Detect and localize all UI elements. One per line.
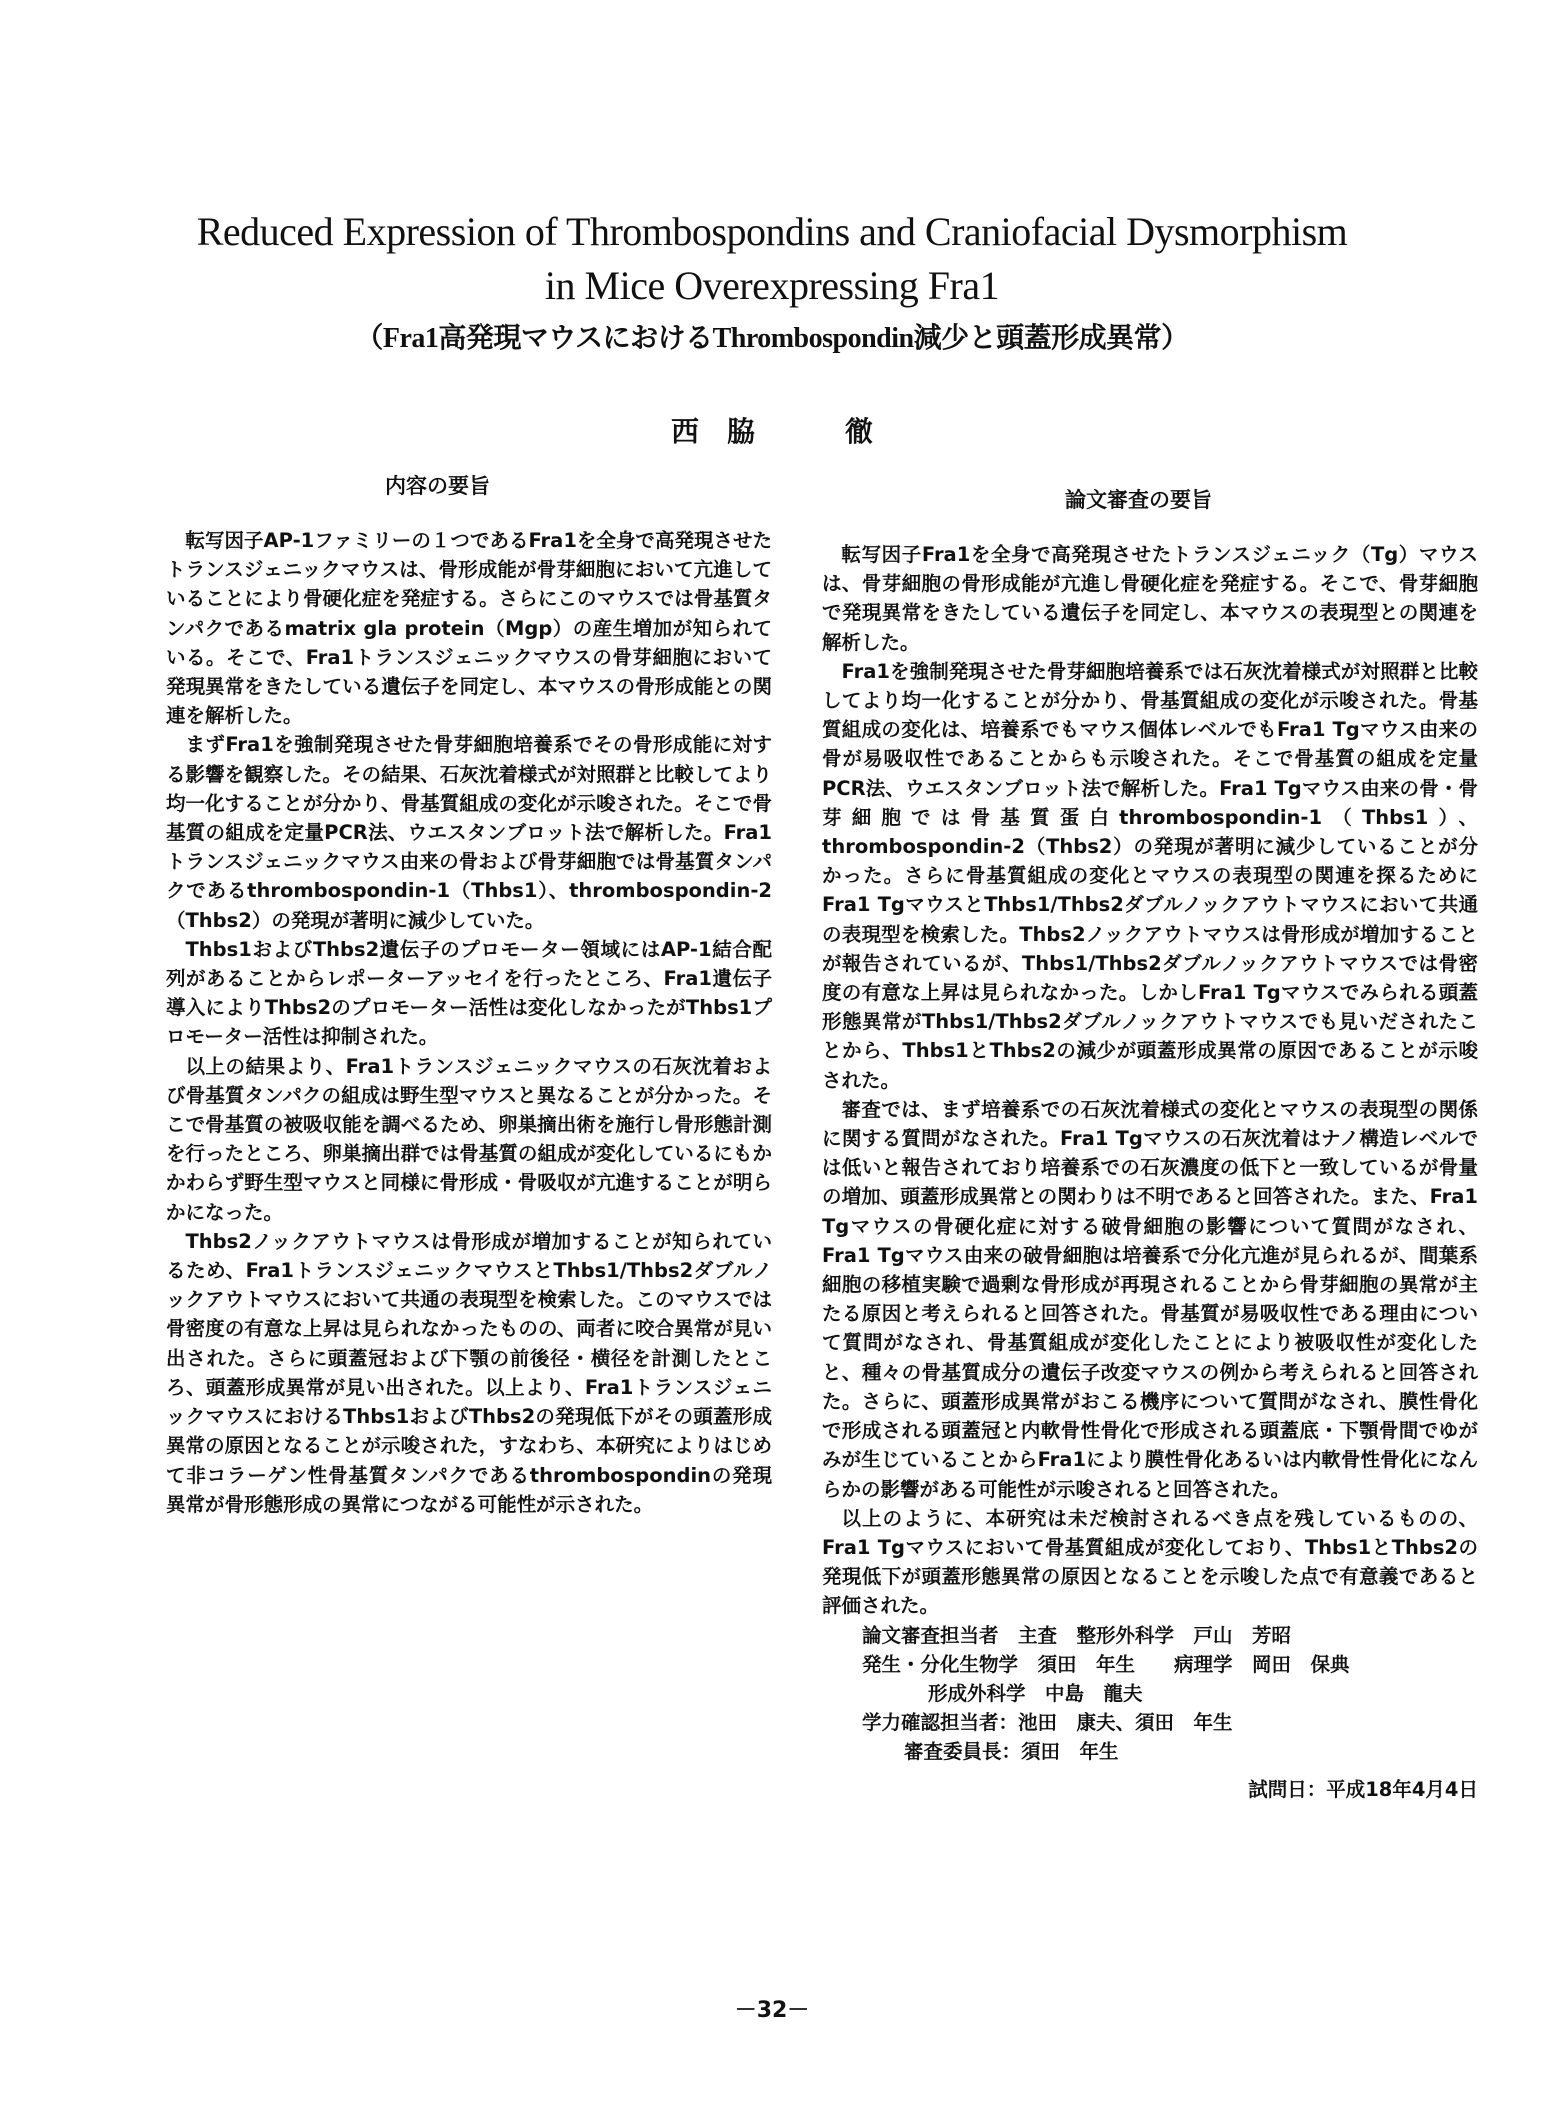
abstract-paragraph: Thbs1およびThbs2遺伝子のプロモーター領域にはAP-1結合配列があることからレポーターアッセイを行ったところ、Fra1遺伝子導入によりThbs2のプロモーター活性は変化しなかったがThbs1プロモーター活性は抑制された。: [166, 937, 772, 1049]
review-paragraph: 審査では、まず培養系での石灰沈着様式の変化とマウスの表現型の関係に関する質問がなされた。Fra1 Tgマウスの石灰沈着はナノ構造レベルでは低いと報告されており培養系での石灰濃度の低下と一致しているが骨量の増加、頭蓋形成異常との関わりは不明であると回答された。また、Fra1 Tgマウスの骨硬化症に対する破骨細胞の影響について質問がなされ、Fra1 Tgマウス由来の破骨細胞は培養系で分化亢進が見られるが、間葉系細胞の移植実験で過剰な骨形成が再現されることから骨芽細胞の異常が主たる原因と考えられると回答された。骨基質が易吸収性である理由について質問がなされ、骨基質組成が変化したことにより被吸収性が変化したと、種々の骨基質成分の遺伝子改変マウスの例から考えられると回答された。さらに、頭蓋形成異常がおこる機序について質問がなされ、膜性骨化で形成される頭蓋冠と内軟骨性骨化で形成される頭蓋底・下顎骨間でゆがみが生じていることからFra1により膜性骨化あるいは内軟骨性骨化になんらかの影響がある可能性が示唆されると回答された。: [822, 1097, 1478, 1501]
committee-line: 発生・分化生物学 須田 年生 病理学 岡田 保典: [862, 1652, 1350, 1676]
author-name: [0, 410, 1544, 450]
left-heading: 内容の要旨: [385, 474, 490, 498]
committee-line: 学力確認担当者：池田 康夫、須田 年生: [862, 1711, 1233, 1735]
title-english-line2: in Mice Overexpressing Fra1: [544, 263, 1000, 308]
abstract-paragraph: 以上の結果より、Fra1トランスジェニックマウスの石灰沈着および骨基質タンパクの組成は野生型マウスと異なることが分かった。そこで骨基質の被吸収能を調べるため、卵巣摘出術を施行し骨形態計測を行ったところ、卵巣摘出群では骨基質の組成が変化しているにもかかわらず野生型マウスと同様に骨形成・骨吸収が亢進することが明らかになった。: [166, 1054, 772, 1224]
abstract-paragraph: まずFra1を強制発現させた骨芽細胞培養系でその骨形成能に対する影響を観察した。その結果、石灰沈着様式が対照群と比較してより均一化することが分かり、骨基質組成の変化が示唆された。そこで骨基質の組成を定量PCR法、ウエスタンブロット法で解析した。Fra1トランスジェニックマウス由来の骨および骨芽細胞では骨基質タンパクであるthrombospondin-1（Thbs1）、thrombospondin-2（Thbs2）の発現が著明に減少していた。: [166, 733, 772, 932]
committee-line: 論文審査担当者 主査 整形外科学 戸山 芳昭: [862, 1623, 1292, 1647]
review-paragraph: 以上のように、本研究は未だ検討されるべき点を残しているものの、Fra1 Tgマウスにおいて骨基質組成が変化しており、Thbs1とThbs2の発現低下が頭蓋形態異常の原因となることを示唆した点で有意義であると評価された。: [822, 1506, 1478, 1618]
committee-line: 審査委員長：須田 年生: [904, 1740, 1119, 1764]
right-heading: 論文審査の要旨: [1065, 488, 1212, 512]
abstract-column: [166, 526, 772, 1519]
title-english-line1: Reduced Expression of Thrombospondins and Craniofacial Dysmorphism: [196, 209, 1348, 254]
review-column: [822, 526, 1478, 1804]
committee-line: 形成外科学 中島 龍夫: [928, 1681, 1143, 1705]
abstract-paragraph: Thbs2ノックアウトマウスは骨形成が増加することが知られているため、Fra1トランスジェニックマウスとThbs1/Thbs2ダブルノックアウトマウスにおいて共通の表現型を検索した。このマウスでは骨密度の有意な上昇は見られなかったものの、両者に咬合異常が見い出された。さらに頭蓋冠および下顎の前後径・横径を計測したところ、頭蓋形成異常が見い出された。以上より、Fra1トランスジェニックマウスにおけるThbs1およびThbs2の発現低下がその頭蓋形成異常の原因となることが示唆された，すなわち、本研究によりはじめて非コラーゲン性骨基質タンパクであるthrombospondinの発現異常が骨形態形成の異常につながる可能性が示された。: [166, 1229, 772, 1516]
exam-date: 試問日：平成18年4月4日: [1248, 1777, 1478, 1801]
committee-list: [822, 1621, 1478, 1804]
author-family-name: 西 脇: [670, 415, 755, 448]
review-paragraph: 転写因子Fra1を全身で高発現させたトランスジェニック（Tg）マウスは、骨芽細胞の骨形成能が亢進し骨硬化症を発症する。そこで、骨芽細胞で発現異常をきたしている遺伝子を同定し、本マウスの表現型との関連を解析した。: [822, 543, 1478, 654]
title-japanese: （Fra1高発現マウスにおけるThrombospondin減少と頭蓋形成異常）: [355, 323, 1189, 354]
review-paragraph: Fra1を強制発現させた骨芽細胞培養系では石灰沈着様式が対照群と比較してより均一化することが分かり、骨基質組成の変化が示唆された。骨基質組成の変化は、培養系でもマウス個体レベルでもFra1 Tgマウス由来の骨が易吸収性であることからも示唆された。そこで骨基質の組成を定量PCR法、ウエスタンブロット法で解析した。Fra1 Tgマウス由来の骨・骨芽細胞では骨基質蛋白thrombospondin-1（Thbs1）、thrombospondin-2（Thbs2）の発現が著明に減少していることが分かった。さらに骨基質組成の変化とマウスの表現型の関連を探るためにFra1 TgマウスとThbs1/Thbs2ダブルノックアウトマウスにおいて共通の表現型を検索した。Thbs2ノックアウトマウスは骨形成が増加することが報告されているが、Thbs1/Thbs2ダブルノックアウトマウスでは骨密度の有意な上昇は見られなかった。しかしFra1 Tgマウスでみられる頭蓋形態異常がThbs1/Thbs2ダブルノックアウトマウスでも見いだされたことから、Thbs1とThbs2の減少が頭蓋形成異常の原因であることが示唆された。: [822, 659, 1478, 1092]
abstract-paragraph: 転写因子AP-1ファミリーの１つであるFra1を全身で高発現させたトランスジェニックマウスは、骨形成能が骨芽細胞において亢進していることにより骨硬化症を発症する。さらにこのマウスでは骨基質タンパクであるmatrix gla protein（Mgp）の産生増加が知られている。そこで、Fra1トランスジェニックマウスの骨芽細胞において発現異常をきたしている遺伝子を同定し、本マウスの骨形成能との関連を解析した。: [166, 529, 772, 728]
page-number: －32－: [734, 1998, 810, 2023]
author-given-name: 徹: [845, 415, 874, 448]
